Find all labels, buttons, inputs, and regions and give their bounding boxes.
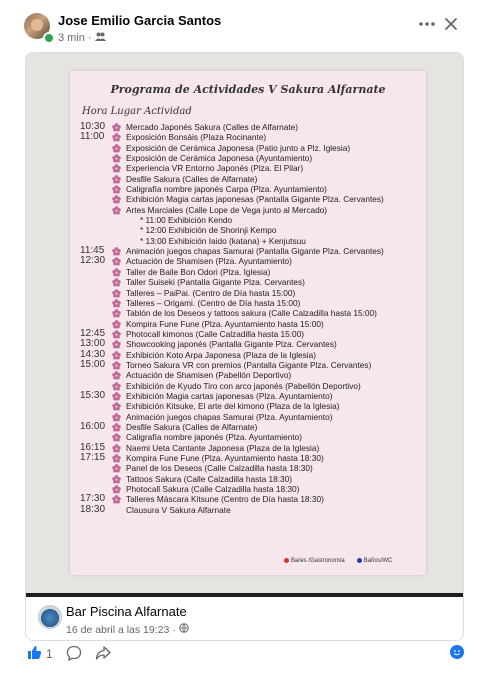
schedule-time: 12:45 [80,327,106,339]
schedule-time: 12:30 [80,255,106,267]
page-date[interactable]: 16 de abril a las 19:23 [66,623,170,636]
schedule-activity: Naemi Ueta Cantante Japonesa (Plaza de la Iglesia) [126,442,320,453]
sakura-flower-icon [112,444,121,453]
schedule-activity: Talleres – Origami. (Centro de Día hasta 15:00) [126,297,301,308]
reaction-icon[interactable] [450,645,464,659]
schedule-activity: Exhibición Koto Arpa Japonesa (Plaza de la Iglesia) [126,349,317,360]
schedule-time: 17:15 [80,452,106,463]
schedule-activity: Clausura V Sakura Alfarnate [126,504,231,515]
schedule-activity: Showcooking japonés (Pantalla Gigante Plza. Cervantes) [126,339,337,350]
sakura-flower-icon [112,340,121,349]
schedule-activity: * 13:00 Exhibición Iaido (katana) + Kenjutsuu [140,235,306,246]
shared-page-info [26,597,463,640]
sakura-flower-icon [112,382,121,391]
schedule-activity: Kompira Fune Fune (Plza. Ayuntamiento hasta 15:00) [126,318,324,329]
schedule-activity: Actuación de Shamisen (Plza. Ayuntamiento) [126,256,292,267]
schedule-activity: Desfile Sakura (Calles de Alfarnate) [126,421,258,432]
schedule-activity: Caligrafía nombre japonés Carpa (Plza. Ayuntamiento) [126,184,327,195]
online-status-icon [43,32,55,44]
like-summary[interactable] [27,645,53,663]
schedule-activity: Artes Marciales (Calle Lope de Vega junto al Mercado) [126,204,328,215]
schedule-activity: Animación juegos chapas Samurai (Pantalla Gigante Plza. Cervantes) [126,246,384,257]
sakura-flower-icon [112,402,121,411]
sakura-flower-icon [112,423,121,432]
page-avatar[interactable] [38,605,62,629]
globe-icon [179,623,189,636]
schedule-time: 10:30 [80,121,106,132]
sakura-flower-icon [112,133,121,142]
sakura-flower-icon [112,164,121,173]
sakura-flower-icon [112,320,121,329]
friends-icon [95,32,106,44]
comment-icon[interactable] [66,645,82,661]
activity-poster [70,71,426,575]
schedule-activity: Exposición de Cerámica Japonesa (Ayuntamiento) [126,153,313,164]
share-icon[interactable] [95,645,111,661]
legend-dot-icon [357,558,362,563]
post-header [0,0,478,50]
post-image[interactable] [26,53,463,593]
sakura-flower-icon [112,413,121,422]
poster-column-header: Hora Lugar Actividad [82,106,192,117]
sakura-flower-icon [112,330,121,339]
sakura-flower-icon [112,475,121,484]
schedule-activity: Exposición de Cerámica Japonesa (Patio junto a Plz. Iglesia) [126,142,351,153]
sakura-flower-icon [112,361,121,370]
legend-label: Bares /Gastronomía [291,558,345,565]
schedule-time: 18:30 [80,503,106,515]
shared-post-card [25,52,464,641]
sakura-flower-icon [112,144,121,153]
close-icon[interactable] [441,14,461,34]
schedule-activity: Exhibición Magia cartas japonesas (Pantalla Gigante Plza. Cervantes) [126,194,384,205]
schedule-activity: Torneo Sakura VR con premios (Pantalla Gigante Plza. Cervantes) [126,359,372,370]
schedule-activity: Panel de los Deseos (Calle Calzadilla hasta 18:30) [126,463,313,474]
schedule-activity: Actuación de Shamisen (Pabellón Deportivo) [126,370,292,381]
schedule-activity: Exposición Bonsáis (Plaza Rocinante) [126,132,267,143]
sakura-flower-icon [112,464,121,473]
sakura-flower-icon [112,185,121,194]
meta-separator: · [87,32,92,44]
schedule-activity: Talleres – PaiPai. (Centro de Día hasta 15:00) [126,287,296,298]
more-icon[interactable] [417,14,437,34]
page-meta [66,623,189,636]
schedule-activity: Exhibición Kitsuke, El arte del kimono (Plaza de la Iglesia) [126,401,340,412]
sakura-flower-icon [112,206,121,215]
sakura-flower-icon [112,247,121,256]
like-icon[interactable] [27,645,42,663]
sakura-flower-icon [112,351,121,360]
post-time[interactable]: 3 min [58,32,85,44]
schedule-activity: Taller de Baile Bon Odori (Plza. Iglesia) [126,266,271,277]
legend-label: Baños/WC [363,558,393,565]
sakura-flower-icon [112,371,121,380]
schedule-time: 11:00 [80,131,105,143]
schedule-time: 13:00 [80,338,106,350]
sakura-flower-icon [112,278,121,287]
sakura-flower-icon [112,392,121,401]
sakura-flower-icon [112,154,121,163]
poster-legend [284,558,404,564]
schedule-time: 15:00 [80,358,106,370]
schedule-activity: Tattoos Sakura (Calle Calzadilla hasta 18:30) [126,473,293,484]
schedule-activity: Exhibición de Kyudo Tiro con arco japonés (Pabellón Deportivo) [126,380,361,391]
schedule-time: 14:30 [80,348,106,360]
schedule-activity: Talleres Máscara Kitsune (Centro de Día hasta 18:30) [126,494,324,505]
like-count: 1 [46,647,53,661]
schedule-time: 15:30 [80,389,106,401]
schedule-activity: * 12:00 Exhibición de Shorinji Kempo [140,225,277,236]
schedule-time: 11:45 [80,245,105,257]
page-meta-separator: · [172,623,176,636]
legend-item [357,558,393,564]
sakura-flower-icon [112,175,121,184]
schedule-activity: Experiencia VR Entorno Japonés (Plza. El Pilar) [126,163,304,174]
legend-dot-icon [284,558,289,563]
sakura-flower-icon [112,257,121,266]
schedule-activity: Kompira Fune Fune (Plza. Ayuntamiento hasta 18:30) [126,453,324,463]
sakura-flower-icon [112,123,121,132]
schedule-activity: Exhibición Magia cartas japonesas (Plza. Ayuntamiento) [126,390,333,401]
sakura-flower-icon [112,195,121,204]
schedule-activity: Photocall Sakura (Calle Calzadilla hasta 18:30) [126,484,300,495]
sakura-flower-icon [112,495,121,504]
schedule-activity: Animación juegos chapas Samurai (Plza. Ayuntamiento) [126,411,333,422]
sakura-flower-icon [112,268,121,277]
sakura-flower-icon [112,433,121,442]
post-meta [58,32,106,44]
schedule-time: 16:00 [80,420,106,432]
author-name[interactable]: Jose Emilio Garcia Santos [58,13,222,28]
sakura-flower-icon [112,309,121,318]
sakura-flower-icon [112,289,121,298]
schedule-activity: * 11:00 Exhibición Kendo [140,215,233,226]
legend-item [284,558,345,564]
poster-title: Programa de Actividades V Sakura Alfarnate [110,83,386,96]
schedule-activity: Taller Suiseki (Pantalla Gigante Plza. Cervantes) [126,277,305,288]
schedule-activity: Tablón de los Deseos y tattoos sakura (Calle Calzadilla hasta 15:00) [126,308,377,319]
schedule-time: 16:15 [80,441,106,453]
schedule-activity: Photocall kimonos (Calle Calzadilla hasta 15:00) [126,328,305,339]
schedule-time: 17:30 [80,493,106,505]
sakura-flower-icon [112,454,121,463]
page-name[interactable]: Bar Piscina Alfarnate [66,604,187,619]
sakura-flower-icon [112,485,121,494]
schedule-activity: Caligrafía nombre japonés (Plza. Ayuntamiento) [126,432,303,443]
sakura-flower-icon [112,299,121,308]
schedule-activity: Mercado Japonés Sakura (Calles de Alfarnate) [126,122,299,132]
schedule-activity: Desfile Sakura (Calles de Alfarnate) [126,173,258,184]
